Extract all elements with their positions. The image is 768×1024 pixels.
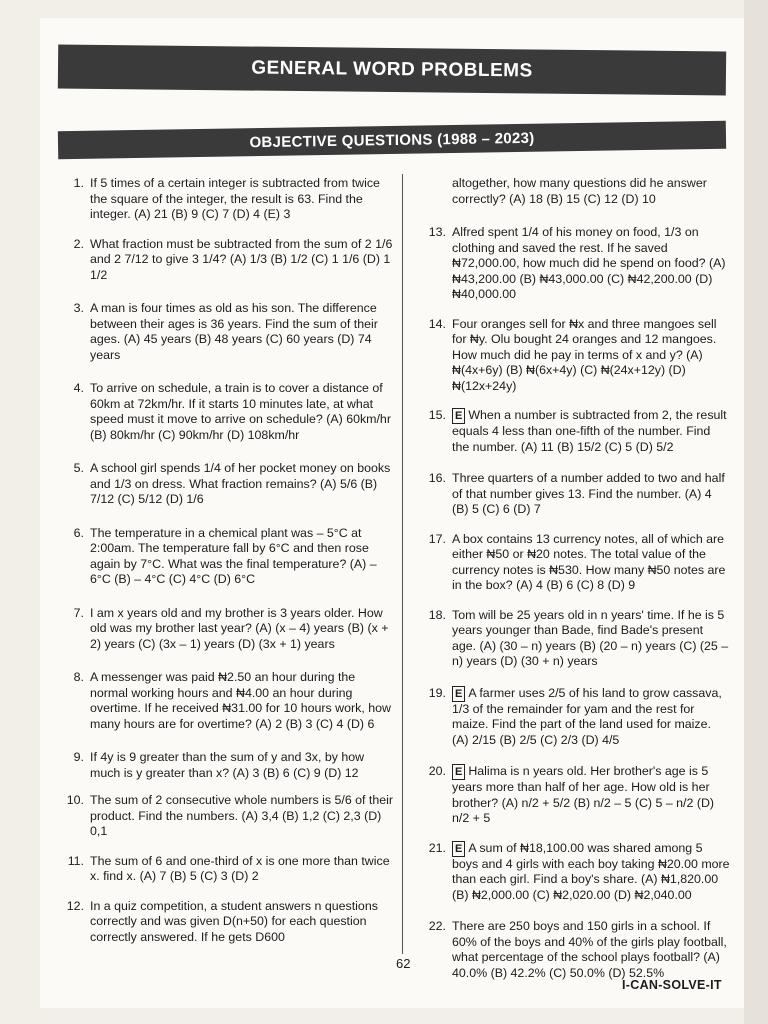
question-number: 14.: [428, 316, 446, 331]
question-number: 12.: [66, 898, 84, 913]
question-item: [56, 670, 396, 732]
subtitle-banner: [58, 121, 726, 159]
question-number: 16.: [428, 471, 446, 485]
question-number: 3.: [73, 301, 84, 315]
question-number: 17.: [428, 531, 446, 546]
question-text: [90, 237, 396, 284]
question-body: altogether, how many questions did he answer correctly? (A) 18 (B) 15 (C) 12 (D) 10: [452, 176, 707, 206]
question-body: To arrive on schedule, a train is to cover a distance of 60km at 72km/hr. If it starts 10 minutes late, at what speed must it move to arrive on schedule? (A) 60km/hr (B) 80km/hr (C) 90km/hr (D) 108km/hr: [90, 381, 391, 442]
question-item: [56, 793, 396, 840]
question-text: [452, 764, 730, 827]
question-item: [56, 237, 396, 284]
question-text: [90, 606, 396, 653]
column-divider: [402, 174, 403, 954]
question-body: I am x years old and my brother is 3 years older. How old was my brother last year? (A) (x – 4) years (B) (x + 2) years (C) (3x – 1) years (D) (3x + 1) years: [90, 605, 389, 651]
question-text: [452, 471, 730, 518]
exam-tag-badge: E: [452, 686, 465, 702]
question-text: [452, 532, 730, 594]
question-item: [56, 176, 396, 223]
question-body: There are 250 boys and 150 girls in a school. If 60% of the boys and 40% of the girls play football, what percentage of the school plays football? (A) 40.0% (B) 42.2% (C) 50.0% (D) 52.5%: [452, 919, 727, 980]
left-column: [56, 176, 396, 945]
question-text: [90, 381, 396, 443]
question-text: [452, 176, 730, 207]
question-number: 5.: [73, 461, 84, 475]
question-item: [418, 841, 730, 904]
question-text: [452, 225, 730, 303]
exam-tag-badge: E: [452, 408, 465, 424]
question-number: 18.: [428, 607, 446, 622]
question-number: 1.: [73, 176, 84, 190]
title-banner: [58, 45, 726, 96]
question-body: In a quiz competition, a student answers n questions correctly and was given D(n+50) for each question correctly answered. If he gets D600: [90, 898, 378, 944]
question-item: [418, 317, 730, 395]
question-text: [452, 841, 730, 904]
question-item: [56, 461, 396, 508]
question-text: [90, 750, 396, 781]
question-item: [56, 899, 396, 946]
question-text: [90, 461, 396, 508]
question-body: If 5 times of a certain integer is subtracted from twice the square of the integer, the result is 63. Find the integer. (A) 21 (B) 9 (C) 7 (D) 4 (E) 3: [90, 176, 380, 221]
question-text: [452, 919, 730, 981]
question-number: 22.: [428, 919, 446, 933]
page-title: GENERAL WORD PROBLEMS: [251, 57, 533, 82]
question-number: 9.: [73, 750, 84, 764]
question-number: 21.: [428, 840, 446, 855]
question-number: 6.: [73, 525, 84, 540]
question-item: [418, 471, 730, 518]
question-text: [452, 317, 730, 395]
question-item: [418, 176, 730, 207]
question-body: The temperature in a chemical plant was – 5°C at 2:00am. The temperature fall by 6°C and then rose again by 7°C. What was the final temperature? (A) – 6°C (B) – 4°C (C) 4°C (D) 6°C: [90, 525, 377, 586]
question-body: Alfred spent 1/4 of his money on food, 1/3 on clothing and saved the rest. If he saved ₦72,000.00, how much did he spend on food? (A) ₦43,200.00 (B) ₦43,000.00 (C) ₦42,200.00 (D) ₦40,000.00: [452, 225, 726, 301]
page-sheet: [40, 18, 744, 1008]
question-body: A man is four times as old as his son. The difference between their ages is 36 years. Find the sum of their ages. (A) 45 years (B) 48 years (C) 60 years (D) 74 years: [90, 301, 378, 362]
question-item: [56, 750, 396, 781]
question-text: [452, 686, 730, 749]
question-body: If 4y is 9 greater than the sum of y and 3x, by how much is y greater than x? (A) 3 (B) 6 (C) 9 (D) 12: [90, 750, 365, 780]
exam-tag-badge: E: [452, 764, 465, 780]
question-body: Three quarters of a number added to two and half of that number gives 13. Find the number. (A) 4 (B) 5 (C) 6 (D) 7: [452, 471, 725, 516]
page-edge: [744, 0, 768, 1024]
question-text: [90, 670, 396, 732]
question-number: 11.: [67, 853, 84, 868]
page-number: 62: [396, 956, 411, 971]
question-text: [90, 176, 396, 223]
question-text: [90, 301, 396, 363]
question-body: A farmer uses 2/5 of his land to grow cassava, 1/3 of the remainder for yam and the rest for maize. Find the part of the land used for maize. (A) 2/15 (B) 2/5 (C) 2/3 (D) 4/5: [452, 685, 722, 747]
question-item: [56, 526, 396, 588]
question-item: [56, 301, 396, 363]
question-body: The sum of 6 and one-third of x is one more than twice x. find x. (A) 7 (B) 5 (C) 3 (D) 2: [90, 853, 390, 883]
right-column: [418, 176, 730, 981]
question-item: [418, 408, 730, 455]
question-body: Tom will be 25 years old in n years' time. If he is 5 years younger than Bade, find Bade's present age. (A) (30 – n) years (B) (20 – n) years (C) (25 – n) years (D) (30 + n) years: [452, 607, 729, 668]
question-body: A box contains 13 currency notes, all of which are either ₦50 or ₦20 notes. The total value of the currency notes is ₦530. How many ₦50 notes are in the box? (A) 4 (B) 6 (C) 8 (D) 9: [452, 531, 726, 592]
question-item: [56, 854, 396, 885]
question-body: A sum of ₦18,100.00 was shared among 5 boys and 4 girls with each boy taking ₦20.00 more than each girl. Find a boy's share. (A) ₦1,820.00 (B) ₦2,000.00 (C) ₦2,020.00 (D) ₦2,040.00: [452, 840, 730, 902]
question-body: The sum of 2 consecutive whole numbers is 5/6 of their product. Find the numbers. (A) 3,4 (B) 1,2 (C) 2,3 (D) 0,1: [90, 793, 394, 838]
question-body: Four oranges sell for ₦x and three mangoes sell for ₦y. Olu bought 24 oranges and 12 mangoes. How much did he pay in terms of x and y? (A) ₦(4x+6y) (B) ₦(6x+4y) (C) ₦(24x+12y) (D) ₦(12x+24y): [452, 316, 717, 393]
question-item: [56, 606, 396, 653]
question-item: [418, 225, 730, 303]
question-item: [418, 686, 730, 749]
question-number: 19.: [428, 685, 446, 700]
question-body: Halima is n years old. Her brother's age is 5 years more than half of her age. How old is her brother? (A) n/2 + 5/2 (B) n/2 – 5 (C) 5 – n/2 (D) n/2 + 5: [452, 764, 715, 825]
question-text: [90, 854, 396, 885]
question-number: 13.: [428, 225, 446, 239]
question-body: A messenger was paid ₦2.50 an hour during the normal working hours and ₦4.00 an hour during overtime. If he received ₦31.00 for 10 hours work, how many hours are for overtime? (A) 2 (B) 3 (C) 4 (D) 6: [90, 670, 391, 731]
question-text: [90, 526, 396, 588]
question-text: [90, 793, 396, 840]
question-item: [418, 919, 730, 981]
brand-label: I-CAN-SOLVE-IT: [622, 978, 722, 992]
question-number: 4.: [73, 381, 84, 395]
question-item: [56, 381, 396, 443]
question-body: A school girl spends 1/4 of her pocket money on books and 1/3 on dress. What fraction remains? (A) 5/6 (B) 7/12 (C) 5/12 (D) 1/6: [90, 461, 391, 506]
question-text: [90, 899, 396, 946]
question-number: 20.: [428, 764, 446, 778]
question-number: 15.: [428, 408, 446, 422]
question-number: 2.: [73, 236, 84, 251]
question-body: When a number is subtracted from 2, the result equals 4 less than one-fifth of the number. Find the number. (A) 11 (B) 15/2 (C) 5 (D) 5/2: [452, 408, 727, 454]
question-text: [452, 408, 730, 455]
question-item: [418, 532, 730, 594]
question-text: [452, 608, 730, 670]
question-item: [418, 764, 730, 827]
question-number: 10.: [66, 793, 84, 807]
section-title: OBJECTIVE QUESTIONS (1988 – 2023): [249, 129, 535, 151]
exam-tag-badge: E: [452, 841, 465, 857]
question-number: 7.: [73, 605, 84, 620]
question-item: [418, 608, 730, 670]
question-number: [418, 176, 452, 207]
question-body: What fraction must be subtracted from the sum of 2 1/6 and 2 7/12 to give 3 1/4? (A) 1/3 (B) 1/2 (C) 1 1/6 (D) 1 1/2: [90, 236, 393, 282]
question-number: 8.: [73, 670, 84, 684]
